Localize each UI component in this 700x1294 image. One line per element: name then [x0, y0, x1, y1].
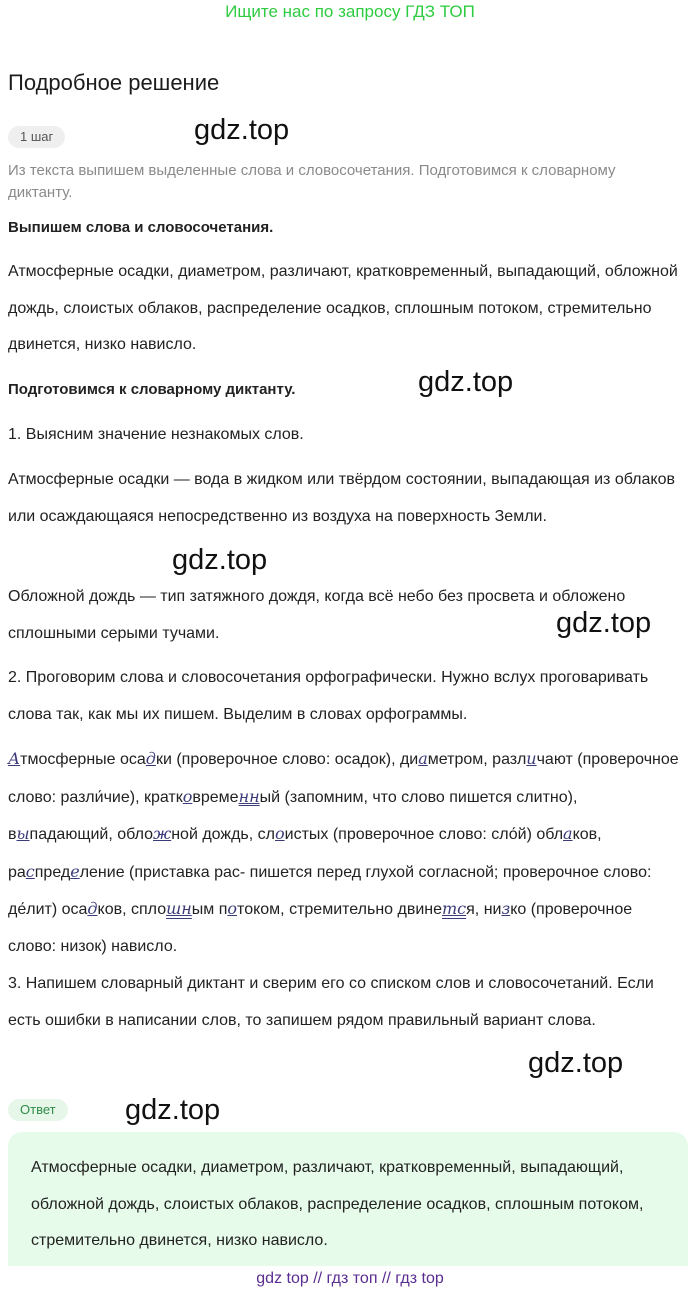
orthogram: а: [563, 824, 573, 843]
orthogram: ы: [16, 824, 30, 843]
orthogram: с: [25, 861, 35, 881]
orthogram: е: [70, 861, 80, 881]
point-3: 3. Напишем словарный диктант и сверим его со списком слов и словосочетаний. Если есть ошибки в написании слов, то запишем рядом правильный вариант слова.: [8, 975, 654, 1029]
orthogram: тс: [442, 899, 467, 918]
answer-text: Атмосферные осадки, диаметром, различают, кратковременный, выпадающий, обложной дождь, слоистых облаков, распределение осадков, сплошным потоком, стремительно двинется, низко нависло.: [31, 1159, 644, 1249]
text-segment: истых (проверочное слово: сло́й) обл: [284, 826, 564, 843]
orthogram: нн: [238, 786, 260, 806]
definition-2: Обложной дождь — тип затяжного дождя, когда всё небо без просвета и обложено сплошными серыми тучами.: [8, 588, 626, 642]
orthogram: з: [501, 899, 511, 918]
heading-prepare: Подготовимся к словарному диктанту.: [8, 381, 296, 398]
text-segment: време: [192, 788, 239, 806]
orthogram: о: [227, 899, 238, 918]
intro-text: Из текста выпишем выделенные слова и словосочетания. Подготовимся к словарному диктанту.: [8, 162, 616, 201]
orthogram: шн: [166, 899, 192, 918]
watermark: gdz.top: [125, 1094, 221, 1126]
orthogram: д: [87, 899, 98, 918]
text-segment: чают (проверочное слово: разли́чие), кратк: [8, 751, 679, 806]
answer-badge: Ответ: [8, 1099, 68, 1121]
watermark: gdz.top: [194, 114, 290, 146]
watermark: gdz.top: [418, 366, 514, 398]
heading-write-words: Выпишем слова и словосочетания.: [8, 219, 274, 236]
text-segment: ков, ра: [8, 826, 602, 881]
text-segment: током, стремительно двине: [237, 901, 442, 918]
orthogram: о: [274, 824, 285, 843]
text-segment: ной дождь, сл: [171, 826, 275, 843]
orthogram: и: [526, 749, 537, 768]
point-1: 1. Выясним значение незнакомых слов.: [8, 426, 304, 443]
text-segment: ым п: [191, 901, 228, 918]
text-segment: я, ни: [466, 901, 502, 918]
watermark: gdz.top: [172, 544, 268, 576]
orthogram: А: [8, 749, 21, 768]
watermark: gdz.top: [556, 607, 652, 639]
words-list: Атмосферные осадки, диаметром, различают, кратковременный, выпадающий, обложной дождь, слоистых облаков, распределение осадков, сплошным потоком, стремительно двинется, низко нависло.: [8, 263, 678, 353]
page-title: Подробное решение: [8, 70, 220, 95]
text-segment: ко (проверочное слово: низок) нависло.: [8, 901, 633, 955]
text-segment: пред: [34, 863, 71, 881]
point-2: 2. Проговорим слова и словосочетания орфографически. Нужно вслух проговаривать слова так, как мы их пишем. Выделим в словах орфограммы.: [8, 669, 649, 723]
step-badge: 1 шаг: [8, 126, 65, 148]
orthogram: о: [182, 786, 193, 806]
orthogram-paragraph: [8, 741, 684, 965]
watermark: gdz.top: [528, 1047, 624, 1079]
text-segment: ков, спло: [97, 901, 167, 918]
footer-links: gdz top // гдз топ // гдз top: [0, 1266, 700, 1294]
text-segment: тмосферные оса: [20, 751, 146, 768]
orthogram: д: [145, 749, 156, 768]
text-segment: ки (проверочное слово: осадок), ди: [155, 751, 419, 768]
text-segment: метром, разл: [427, 751, 527, 768]
top-banner: Ищите нас по запросу ГДЗ ТОП: [225, 2, 475, 21]
orthogram: ж: [153, 824, 172, 843]
definition-1: Атмосферные осадки — вода в жидком или твёрдом состоянии, выпадающая из облаков или осаждающаяся непосредственно из воздуха на поверхность Земли.: [8, 471, 675, 525]
text-segment: ый (запомним, что слово пишется слитно), в: [8, 788, 578, 843]
answer-box: [8, 1132, 688, 1268]
text-segment: ление (приставка рас- пишется перед глухой согласной; проверочное слово: де́лит) оса: [8, 863, 652, 918]
text-segment: падающий, обло: [29, 826, 154, 843]
orthogram: а: [418, 749, 428, 768]
